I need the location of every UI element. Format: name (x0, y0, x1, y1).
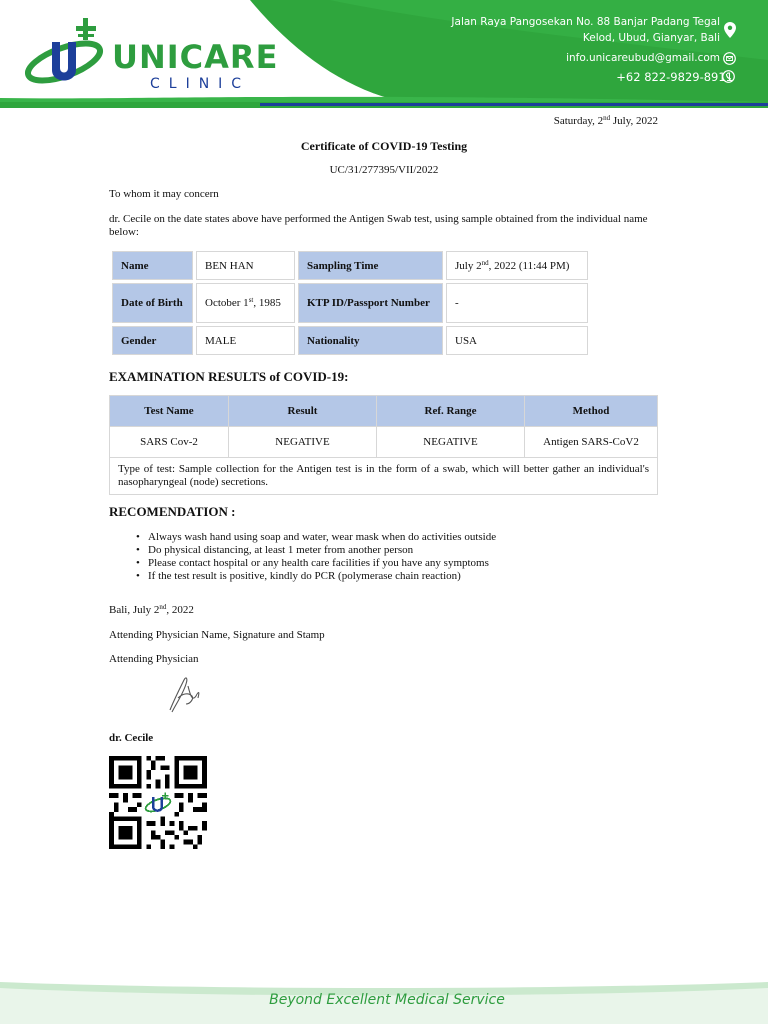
ref-range-cell: NEGATIVE (377, 427, 525, 458)
unicare-logo-icon (22, 12, 112, 96)
column-header-test-name: Test Name (110, 396, 229, 427)
clinic-tagline: Beyond Excellent Medical Service (269, 992, 505, 1008)
ktp-passport-label: KTP ID/Passport Number (298, 283, 443, 323)
name-value: BEN HAN (196, 251, 295, 280)
examination-heading: EXAMINATION RESULTS of COVID-19: (109, 369, 349, 384)
gender-value: MALE (196, 326, 295, 355)
test-type-note: Type of test: Sample collection for the Antigen test is in the form of a swab, which will better gather an individual's nasopharyngeal (node) secretions. (110, 458, 658, 495)
gender-label: Gender (112, 326, 193, 355)
physician-signature (160, 674, 210, 718)
test-name-cell: SARS Cov-2 (110, 427, 229, 458)
ktp-passport-value: - (446, 283, 588, 323)
column-header-ref-range: Ref. Range (377, 396, 525, 427)
verification-qr-code (109, 756, 207, 849)
location-pin-icon (724, 22, 736, 38)
physician-role: Attending Physician (109, 653, 199, 665)
clinic-phone: +62 822-9829-8911 (616, 70, 733, 84)
method-cell: Antigen SARS-CoV2 (525, 427, 658, 458)
certificate-title: Certificate of COVID-19 Testing (300, 139, 468, 153)
dob-value: October 1st, 1985 (196, 283, 295, 323)
column-header-result: Result (229, 396, 377, 427)
results-header-row (110, 396, 658, 427)
nationality-label: Nationality (298, 326, 443, 355)
clinic-subname: CLINIC (150, 76, 251, 92)
signing-place-date: Bali, July 2nd, 2022 (109, 603, 194, 616)
clinic-name: UNICARE (112, 38, 279, 76)
signature-caption: Attending Physician Name, Signature and Stamp (109, 629, 325, 641)
footer (0, 982, 768, 1024)
list-item: • Please contact hospital or any health care facilities if you have any symptoms (148, 557, 670, 570)
doctor-name: dr. Cecile (109, 732, 154, 744)
table-row (110, 458, 658, 495)
recommendation-list (110, 531, 670, 583)
intro-paragraph: dr. Cecile on the date states above have performed the Antigen Swab test, using sample obtained from the individual name below: (109, 213, 648, 238)
name-label: Name (112, 251, 193, 280)
document-date: Saturday, 2nd July, 2022 (553, 114, 658, 127)
dob-label: Date of Birth (112, 283, 193, 323)
reference-number: UC/31/277395/VII/2022 (329, 164, 439, 176)
sampling-time-label: Sampling Time (298, 251, 443, 280)
results-table (109, 395, 658, 495)
sampling-time-value: July 2nd, 2022 (11:44 PM) (446, 251, 588, 280)
email-icon (723, 52, 736, 65)
address-line-1: Jalan Raya Pangosekan No. 88 Banjar Padang Tegal (451, 16, 720, 28)
nationality-value: USA (446, 326, 588, 355)
clinic-email: info.unicareubud@gmail.com (566, 52, 720, 64)
letterhead (0, 0, 768, 112)
table-row (110, 427, 658, 458)
salutation: To whom it may concern (109, 188, 219, 200)
whatsapp-icon (722, 70, 735, 83)
result-cell: NEGATIVE (229, 427, 377, 458)
recommendation-heading: RECOMENDATION : (109, 504, 236, 519)
list-item: • If the test result is positive, kindly do PCR (polymerase chain reaction) (148, 570, 670, 583)
column-header-method: Method (525, 396, 658, 427)
address-line-2: Kelod, Ubud, Gianyar, Bali (582, 32, 720, 44)
list-item: • Always wash hand using soap and water, wear mask when do activities outside (148, 531, 670, 544)
list-item: • Do physical distancing, at least 1 meter from another person (148, 544, 670, 557)
